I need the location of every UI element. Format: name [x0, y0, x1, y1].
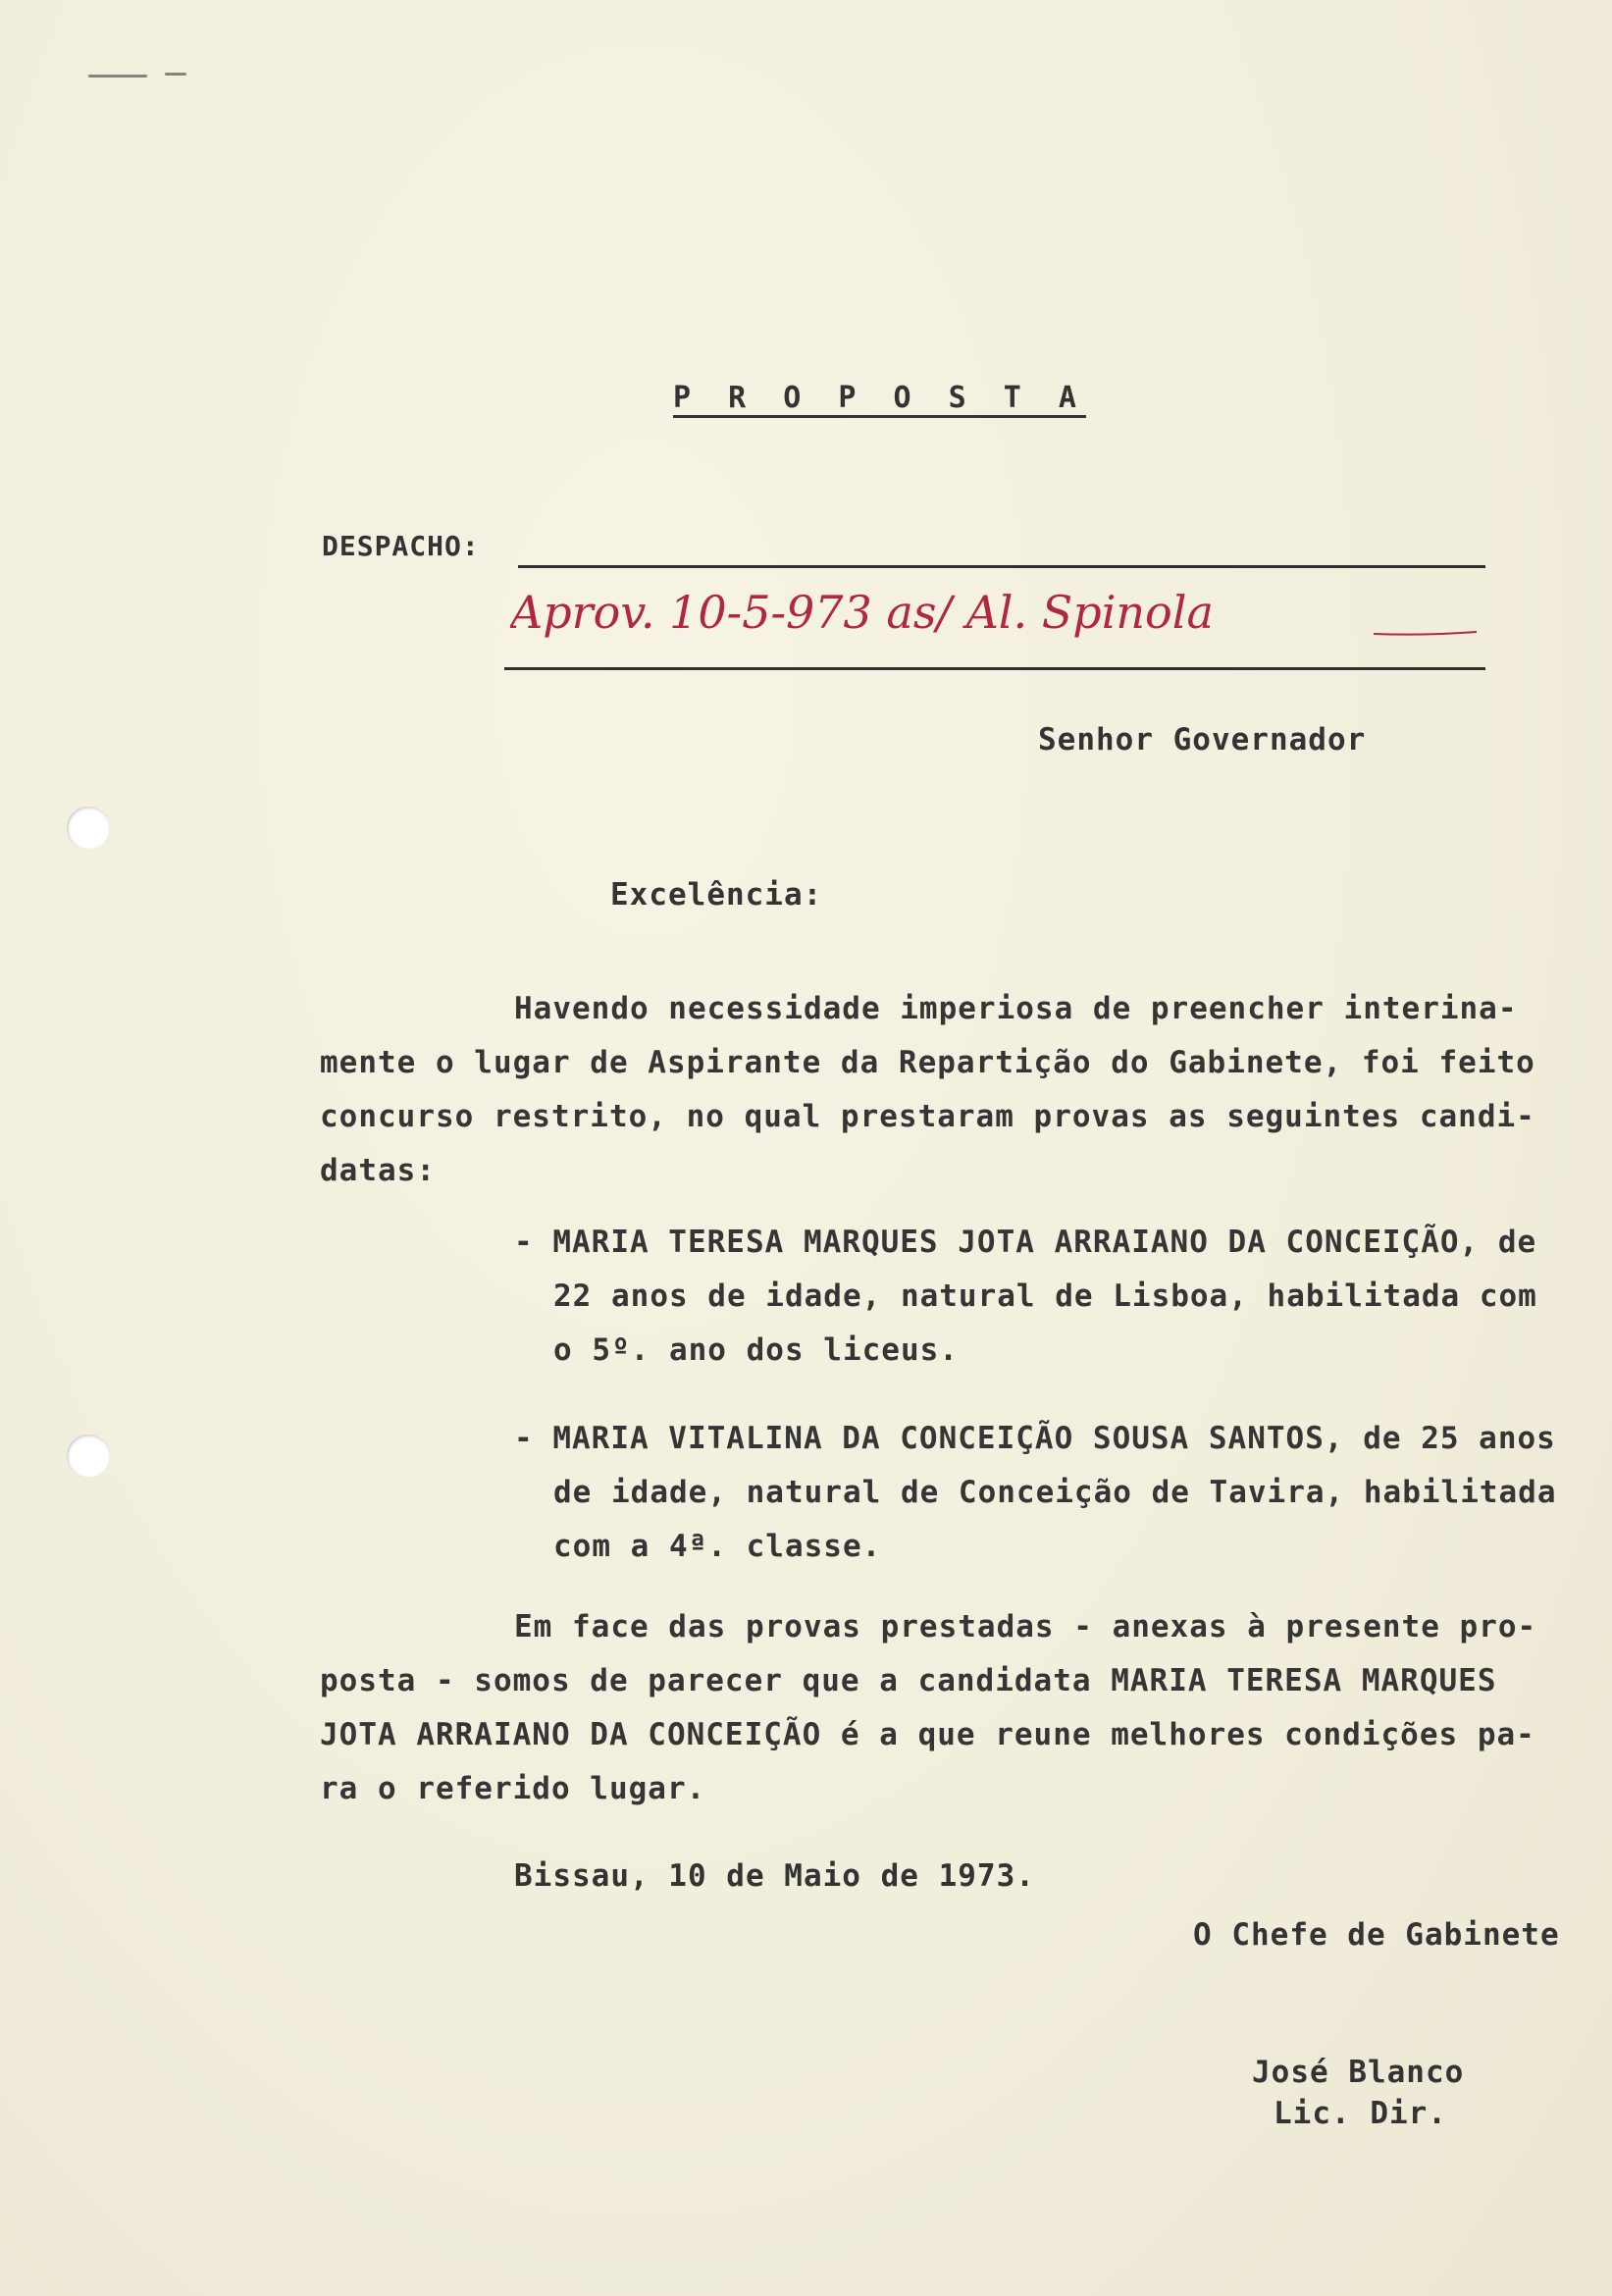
signer-name: José Blanco: [1252, 2055, 1465, 2090]
despacho-line-2: [504, 667, 1485, 670]
candidate-line: 22 anos de idade, natural de Lisboa, habilitada com: [553, 1278, 1537, 1314]
candidate-line: - MARIA VITALINA DA CONCEIÇÃO SOUSA SANTOS, de 25 anos: [514, 1421, 1556, 1456]
conclusion-line: ra o referido lugar.: [320, 1771, 706, 1806]
handwritten-approval: [510, 577, 1482, 646]
despacho-line-1: [518, 565, 1485, 568]
handwritten-approval-text: Aprov. 10-5-973 as/ Al. Spinola: [510, 586, 1214, 639]
place-date: Bissau, 10 de Maio de 1973.: [514, 1858, 1035, 1894]
conclusion-line: posta - somos de parecer que a candidata MARIA TERESA MARQUES: [320, 1663, 1497, 1698]
paper-mark: [88, 75, 147, 78]
candidate-line: - MARIA TERESA MARQUES JOTA ARRAIANO DA CONCEIÇÃO, de: [514, 1225, 1537, 1260]
despacho-label: DESPACHO:: [322, 530, 480, 562]
greeting: Excelência:: [610, 877, 823, 913]
document-title: P R O P O S T A: [673, 381, 1086, 415]
candidate-line: com a 4ª. classe.: [553, 1529, 882, 1564]
intro-line: datas:: [320, 1153, 436, 1188]
conclusion-line: Em face das provas prestadas - anexas à presente pro-: [514, 1609, 1537, 1644]
candidate-line: de idade, natural de Conceição de Tavira, habilitada: [553, 1475, 1557, 1510]
conclusion-line: JOTA ARRAIANO DA CONCEIÇÃO é a que reune melhores condições pa-: [320, 1717, 1535, 1752]
intro-line: mente o lugar de Aspirante da Repartição do Gabinete, foi feito: [320, 1045, 1535, 1080]
punch-hole-top: [67, 807, 110, 850]
candidate-line: o 5º. ano dos liceus.: [553, 1332, 959, 1368]
intro-line: concurso restrito, no qual prestaram provas as seguintes candi-: [320, 1099, 1535, 1134]
punch-hole-bottom: [67, 1435, 110, 1478]
paper-mark: [165, 73, 186, 76]
intro-line: Havendo necessidade imperiosa de preencher interina-: [514, 991, 1518, 1026]
signer-title: O Chefe de Gabinete: [1193, 1917, 1560, 1953]
salutation: Senhor Governador: [1038, 722, 1367, 757]
signer-credentials: Lic. Dir.: [1274, 2096, 1447, 2131]
